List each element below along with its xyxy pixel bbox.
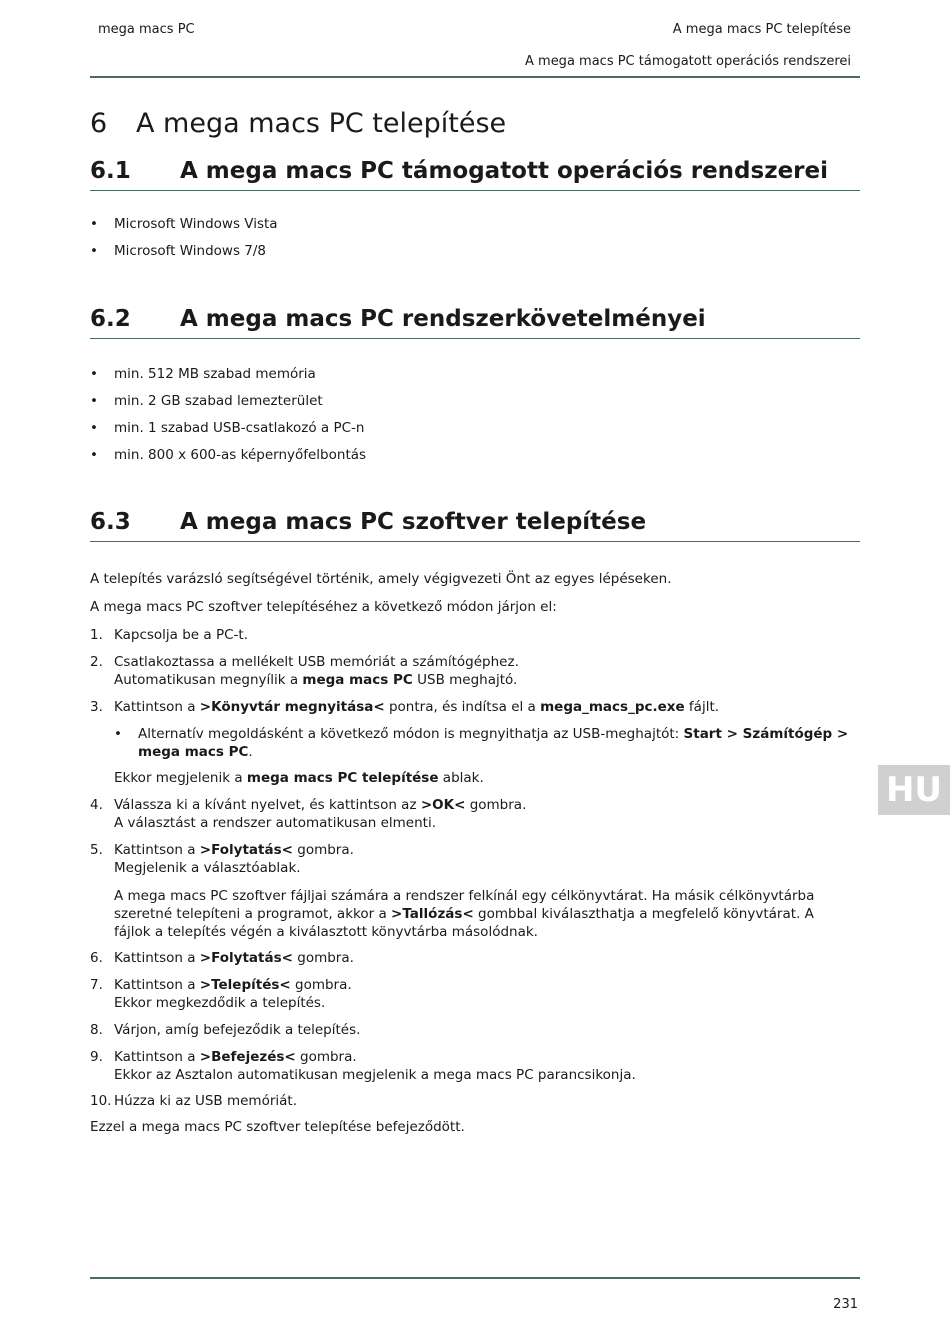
header-rule xyxy=(90,76,860,78)
step-emphasis: >Könyvtár megnyitása< xyxy=(199,699,385,715)
section-number: 6.3 xyxy=(90,509,131,535)
closing-paragraph: Ezzel a mega macs PC szoftver telepítése befejeződött. xyxy=(90,1119,465,1135)
bullet-icon: • xyxy=(90,393,98,409)
step-text xyxy=(114,949,854,967)
list-item-text: min. 800 x 600-as képernyőfelbontás xyxy=(114,447,367,463)
step-line: Kattintson a xyxy=(114,977,200,993)
step-emphasis: mega macs PC telepítése xyxy=(246,770,439,786)
step-number: 10. xyxy=(90,1093,112,1109)
step-emphasis: >Telepítés< xyxy=(199,977,291,993)
bullet-icon: • xyxy=(90,420,98,436)
step-emphasis: Start > Számítógép > mega macs PC xyxy=(138,726,849,760)
step-line: gombra. xyxy=(292,842,354,858)
step-line: Kattintson a xyxy=(114,842,200,858)
step-emphasis: mega macs PC xyxy=(302,672,413,688)
step-line: Alternatív megoldásként a következő módon is megnyithatja az USB-meghajtót: xyxy=(138,726,684,742)
step-emphasis: >Folytatás< xyxy=(199,842,293,858)
paragraph: A telepítés varázsló segítségével történik, amely végigvezeti Önt az egyes lépéseken. xyxy=(90,571,672,587)
running-header-left: mega macs PC xyxy=(98,22,195,37)
step-note xyxy=(114,887,854,941)
step-text xyxy=(114,1048,854,1084)
step-line: gombra. xyxy=(465,797,527,813)
step-line: gombra. xyxy=(292,950,354,966)
section-number: 6.1 xyxy=(90,158,131,184)
running-header-section: A mega macs PC támogatott operációs rendszerei xyxy=(525,54,851,69)
step-number: 3. xyxy=(90,699,103,715)
page-number: 231 xyxy=(833,1297,858,1312)
running-header-chapter: A mega macs PC telepítése xyxy=(672,22,851,37)
step-text xyxy=(114,698,854,716)
step-number: 6. xyxy=(90,950,103,966)
step-line: gombra. xyxy=(295,1049,357,1065)
step-text xyxy=(114,976,854,1012)
list-item-text: min. 2 GB szabad lemezterület xyxy=(114,393,323,409)
step-line: pontra, és indítsa el a xyxy=(384,699,541,715)
step-line: Csatlakoztassa a mellékelt USB memóriát a számítógéphez. xyxy=(114,654,519,670)
step-number: 1. xyxy=(90,627,103,643)
footer-rule xyxy=(90,1277,860,1279)
bullet-icon: • xyxy=(114,726,122,742)
step-line: ablak. xyxy=(438,770,484,786)
step-number: 4. xyxy=(90,797,103,813)
bullet-icon: • xyxy=(90,366,98,382)
sub-bullet-text xyxy=(138,725,853,761)
step-text xyxy=(114,841,854,877)
step-emphasis: mega_macs_pc.exe xyxy=(540,699,685,715)
step-number: 2. xyxy=(90,654,103,670)
bullet-icon: • xyxy=(90,216,98,232)
chapter-title-text: A mega macs PC telepítése xyxy=(136,108,507,139)
step-note xyxy=(114,769,854,787)
step-line: Válassza ki a kívánt nyelvet, és kattintson az xyxy=(114,797,421,813)
paragraph: A mega macs PC szoftver telepítéséhez a következő módon járjon el: xyxy=(90,599,557,615)
section-number: 6.2 xyxy=(90,306,131,332)
list-item-text: Microsoft Windows Vista xyxy=(114,216,278,232)
section-title: A mega macs PC szoftver telepítése xyxy=(180,509,647,535)
step-line: A mega macs PC szoftver fájljai számára a rendszer felkínál egy célkönyvtárat. Ha másik célkönyvtárba szeretné telepíteni a programot, akkor a xyxy=(114,888,815,922)
step-emphasis: >Befejezés< xyxy=(199,1049,296,1065)
step-line: A választást a rendszer automatikusan elmenti. xyxy=(114,815,436,831)
step-text: Várjon, amíg befejeződik a telepítés. xyxy=(114,1022,361,1038)
step-line: Megjelenik a választóablak. xyxy=(114,860,301,876)
step-line: Kattintson a xyxy=(114,950,200,966)
step-number: 5. xyxy=(90,842,103,858)
step-text xyxy=(114,653,854,689)
section-title: A mega macs PC támogatott operációs rendszerei xyxy=(180,158,829,184)
list-item-text: min. 1 szabad USB-csatlakozó a PC-n xyxy=(114,420,365,436)
step-line: gombbal kiválaszthatja a megfelelő könyvtárat. A fájlok a telepítés végén a kiválasztott könyvtárba másolódnak. xyxy=(114,906,814,940)
section-heading-6-1 xyxy=(90,158,860,191)
step-line: Ekkor megkezdődik a telepítés. xyxy=(114,995,326,1011)
section-heading-6-2 xyxy=(90,306,860,339)
step-number: 8. xyxy=(90,1022,103,1038)
bullet-icon: • xyxy=(90,243,98,259)
list-item-text: min. 512 MB szabad memória xyxy=(114,366,316,382)
step-emphasis: >OK< xyxy=(420,797,466,813)
step-line: Ekkor megjelenik a xyxy=(114,770,247,786)
step-number: 7. xyxy=(90,977,103,993)
step-emphasis: >Folytatás< xyxy=(199,950,293,966)
bullet-icon: • xyxy=(90,447,98,463)
step-line: USB meghajtó. xyxy=(412,672,518,688)
section-title: A mega macs PC rendszerkövetelményei xyxy=(180,306,706,332)
step-line: Ekkor az Asztalon automatikusan megjelenik a mega macs PC parancsikonja. xyxy=(114,1067,636,1083)
step-line: Kattintson a xyxy=(114,1049,200,1065)
step-line: gombra. xyxy=(290,977,352,993)
step-line: Kattintson a xyxy=(114,699,200,715)
chapter-title xyxy=(90,108,506,139)
list-item-text: Microsoft Windows 7/8 xyxy=(114,243,267,259)
section-heading-6-3 xyxy=(90,509,860,542)
step-text: Húzza ki az USB memóriát. xyxy=(114,1093,297,1109)
step-line: . xyxy=(248,744,253,760)
step-text xyxy=(114,796,854,832)
step-line: fájlt. xyxy=(684,699,720,715)
step-emphasis: >Tallózás< xyxy=(391,906,474,922)
step-number: 9. xyxy=(90,1049,103,1065)
chapter-number: 6 xyxy=(90,108,108,139)
language-tab: HU xyxy=(878,765,950,815)
step-line: Automatikusan megnyílik a xyxy=(114,672,303,688)
step-text: Kapcsolja be a PC-t. xyxy=(114,627,248,643)
